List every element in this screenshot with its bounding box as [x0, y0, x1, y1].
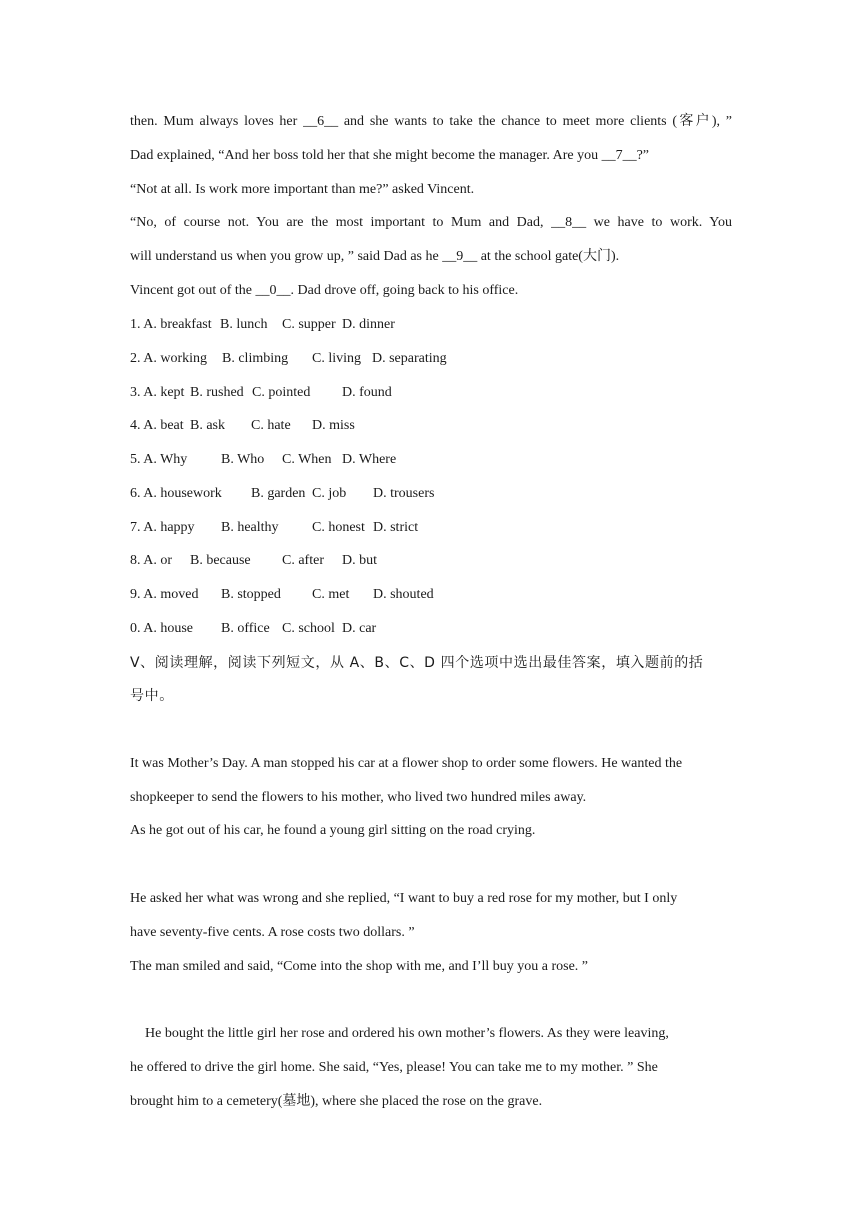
- story-line: brought him to a cemetery(墓地), where she placed the rose on the grave.: [130, 1094, 543, 1109]
- option-a: 3. A. kept: [130, 385, 185, 400]
- option-c: C. after: [282, 553, 324, 568]
- option-b: B. ask: [190, 418, 225, 433]
- option-d: D. shouted: [373, 587, 434, 602]
- story-line: The man smiled and said, “Come into the shop with me, and I’ll buy you a rose. ”: [130, 959, 589, 974]
- story-line: shopkeeper to send the flowers to his mother, who lived two hundred miles away.: [130, 790, 587, 805]
- option-b: B. healthy: [221, 520, 279, 535]
- passage-line: Vincent got out of the __0__. Dad drove off, going back to his office.: [130, 283, 519, 298]
- option-d: D. but: [342, 553, 377, 568]
- option-a: 2. A. working: [130, 351, 207, 366]
- option-c: C. honest: [312, 520, 365, 535]
- passage-line: “Not at all. Is work more important than me?” asked Vincent.: [130, 182, 475, 197]
- story-line: It was Mother’s Day. A man stopped his car at a flower shop to order some flowers. He wanted the: [130, 756, 683, 771]
- option-row: [130, 585, 530, 605]
- option-a: 7. A. happy: [130, 520, 195, 535]
- option-a: 6. A. housework: [130, 486, 222, 501]
- option-c: C. met: [312, 587, 350, 602]
- option-c: C. pointed: [252, 385, 311, 400]
- section-heading: Ⅴ、阅读理解，阅读下列短文，从 A、B、C、D 四个选项中选出最佳答案，填入题前的括: [130, 655, 704, 671]
- option-d: D. separating: [372, 351, 447, 366]
- option-d: D. dinner: [342, 317, 395, 332]
- option-a: 9. A. moved: [130, 587, 199, 602]
- option-c: C. supper: [282, 317, 336, 332]
- story-line: he offered to drive the girl home. She said, “Yes, please! You can take me to my mother. ” She: [130, 1060, 658, 1075]
- option-b: B. Who: [221, 452, 265, 467]
- option-a: 0. A. house: [130, 621, 193, 636]
- option-b: B. because: [190, 553, 251, 568]
- option-d: D. trousers: [373, 486, 435, 501]
- option-a: 1. A. breakfast: [130, 317, 212, 332]
- option-row: [130, 484, 530, 504]
- story-line: As he got out of his car, he found a young girl sitting on the road crying.: [130, 823, 536, 838]
- option-a: 4. A. beat: [130, 418, 184, 433]
- option-row: [130, 416, 530, 436]
- section-heading: 号中。: [130, 688, 174, 704]
- option-b: B. stopped: [221, 587, 281, 602]
- story-line: He asked her what was wrong and she replied, “I want to buy a red rose for my mother, but I only: [130, 891, 678, 906]
- option-row: [130, 383, 530, 403]
- option-row: [130, 349, 530, 369]
- option-row: [130, 450, 530, 470]
- option-c: C. school: [282, 621, 335, 636]
- option-d: D. strict: [373, 520, 419, 535]
- passage-line: “No, of course not. You are the most important to Mum and Dad, __8__ we have to work. You: [130, 215, 732, 230]
- option-d: D. miss: [312, 418, 355, 433]
- option-c: C. When: [282, 452, 332, 467]
- option-a: 8. A. or: [130, 553, 172, 568]
- passage-line: Dad explained, “And her boss told her that she might become the manager. Are you __7__?”: [130, 148, 650, 163]
- option-row: [130, 551, 530, 571]
- option-b: B. rushed: [190, 385, 244, 400]
- option-c: C. hate: [251, 418, 291, 433]
- option-b: B. garden: [251, 486, 306, 501]
- option-b: B. lunch: [220, 317, 268, 332]
- option-c: C. job: [312, 486, 347, 501]
- option-c: C. living: [312, 351, 362, 366]
- option-d: D. Where: [342, 452, 397, 467]
- option-d: D. found: [342, 385, 392, 400]
- story-line: have seventy-five cents. A rose costs two dollars. ”: [130, 925, 415, 940]
- story-line: He bought the little girl her rose and ordered his own mother’s flowers. As they were leaving,: [145, 1026, 669, 1041]
- option-d: D. car: [342, 621, 377, 636]
- option-row: [130, 315, 530, 335]
- option-b: B. office: [221, 621, 270, 636]
- passage-line: then. Mum always loves her __6__ and she wants to take the chance to meet more clients (客户), ”: [130, 114, 732, 129]
- option-row: [130, 518, 530, 538]
- option-b: B. climbing: [222, 351, 289, 366]
- option-row: [130, 619, 530, 639]
- passage-line: will understand us when you grow up, ” said Dad as he __9__ at the school gate(大门).: [130, 249, 620, 264]
- option-a: 5. A. Why: [130, 452, 188, 467]
